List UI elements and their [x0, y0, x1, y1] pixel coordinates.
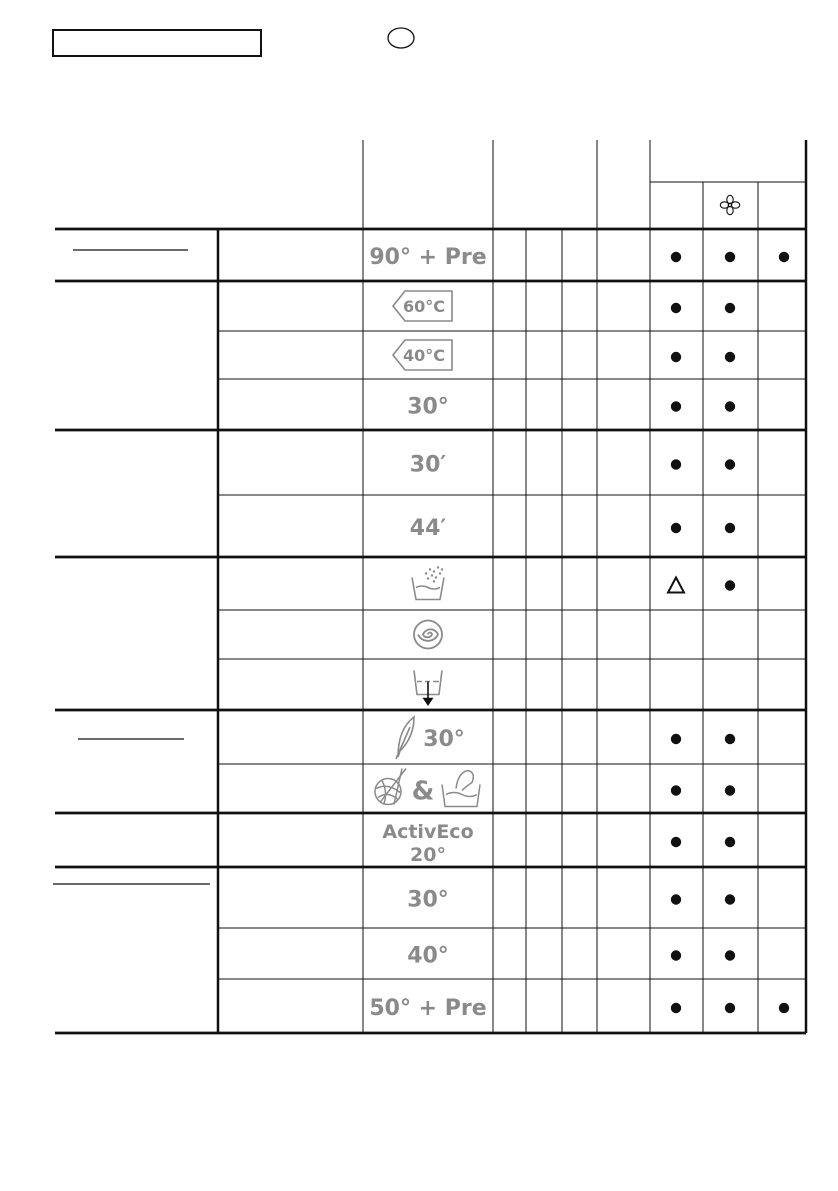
compatibility-dot — [725, 734, 735, 744]
program-row — [407, 395, 735, 420]
temperature-tag-icon — [393, 340, 452, 370]
compatibility-dot — [725, 837, 735, 847]
compatibility-dot — [671, 459, 681, 469]
program-row — [412, 566, 735, 599]
program-symbol-text: 30° — [407, 887, 449, 913]
compatibility-dot — [725, 1003, 735, 1013]
activeco-label: ActivEco — [382, 821, 474, 843]
compatibility-dot — [725, 352, 735, 362]
flower-icon — [720, 195, 739, 214]
program-row — [410, 516, 735, 541]
program-symbol-text: 50° + Pre — [369, 996, 487, 1021]
compatibility-dot — [779, 252, 789, 262]
compatibility-dot — [725, 303, 735, 313]
compatibility-dot — [725, 894, 735, 904]
compatibility-dot — [725, 580, 735, 590]
compatibility-dot — [671, 894, 681, 904]
group-label-underlines — [53, 250, 210, 884]
ampersand-text: & — [411, 776, 435, 807]
spin-icon — [414, 621, 442, 649]
compatibility-dot — [725, 252, 735, 262]
program-row — [375, 769, 735, 807]
handwash-icon — [442, 771, 480, 807]
compatibility-dot — [671, 1003, 681, 1013]
program-symbol-text: 40° — [407, 943, 449, 969]
table-grid — [218, 229, 806, 1033]
compatibility-dot — [725, 459, 735, 469]
program-symbol-text: 90° + Pre — [369, 245, 487, 270]
title-box — [53, 30, 261, 56]
program-symbol-text: 30′ — [409, 452, 447, 478]
compatibility-dot — [671, 734, 681, 744]
compatibility-dot — [779, 1003, 789, 1013]
compatibility-dot — [671, 401, 681, 411]
program-row — [369, 996, 789, 1021]
language-badge — [388, 28, 414, 48]
compatibility-dot — [725, 785, 735, 795]
program-symbol-text: 30° — [407, 394, 449, 420]
compatibility-dot — [671, 785, 681, 795]
compatibility-dot — [725, 523, 735, 533]
program-row — [414, 621, 442, 649]
program-row — [369, 245, 789, 270]
rinse-icon — [412, 566, 444, 599]
compatibility-dot — [671, 352, 681, 362]
activeco-temp: 20° — [410, 844, 446, 866]
warning-triangle-icon — [668, 578, 684, 593]
compatibility-dot — [671, 252, 681, 262]
compatibility-dot — [725, 950, 735, 960]
program-row — [393, 291, 735, 321]
feather-icon — [396, 717, 414, 759]
compatibility-dot — [725, 401, 735, 411]
program-row — [393, 340, 735, 370]
compatibility-dot — [671, 950, 681, 960]
temperature-tag-text: 40°C — [402, 346, 446, 365]
program-row — [407, 944, 735, 969]
temperature-tag-icon — [393, 291, 452, 321]
compatibility-dot — [671, 303, 681, 313]
program-symbol-text: 30° — [423, 727, 465, 752]
program-row — [396, 717, 735, 759]
temperature-tag-text: 60°C — [402, 297, 446, 316]
program-row — [382, 821, 735, 866]
program-row — [407, 888, 735, 913]
compatibility-dot — [671, 523, 681, 533]
program-symbol-text: 44′ — [409, 516, 447, 541]
drain-icon — [414, 671, 442, 705]
program-row — [410, 453, 735, 478]
column-header — [363, 140, 806, 229]
program-rows — [369, 245, 789, 1021]
program-row — [414, 671, 442, 705]
wool-icon — [375, 769, 406, 805]
compatibility-dot — [671, 837, 681, 847]
